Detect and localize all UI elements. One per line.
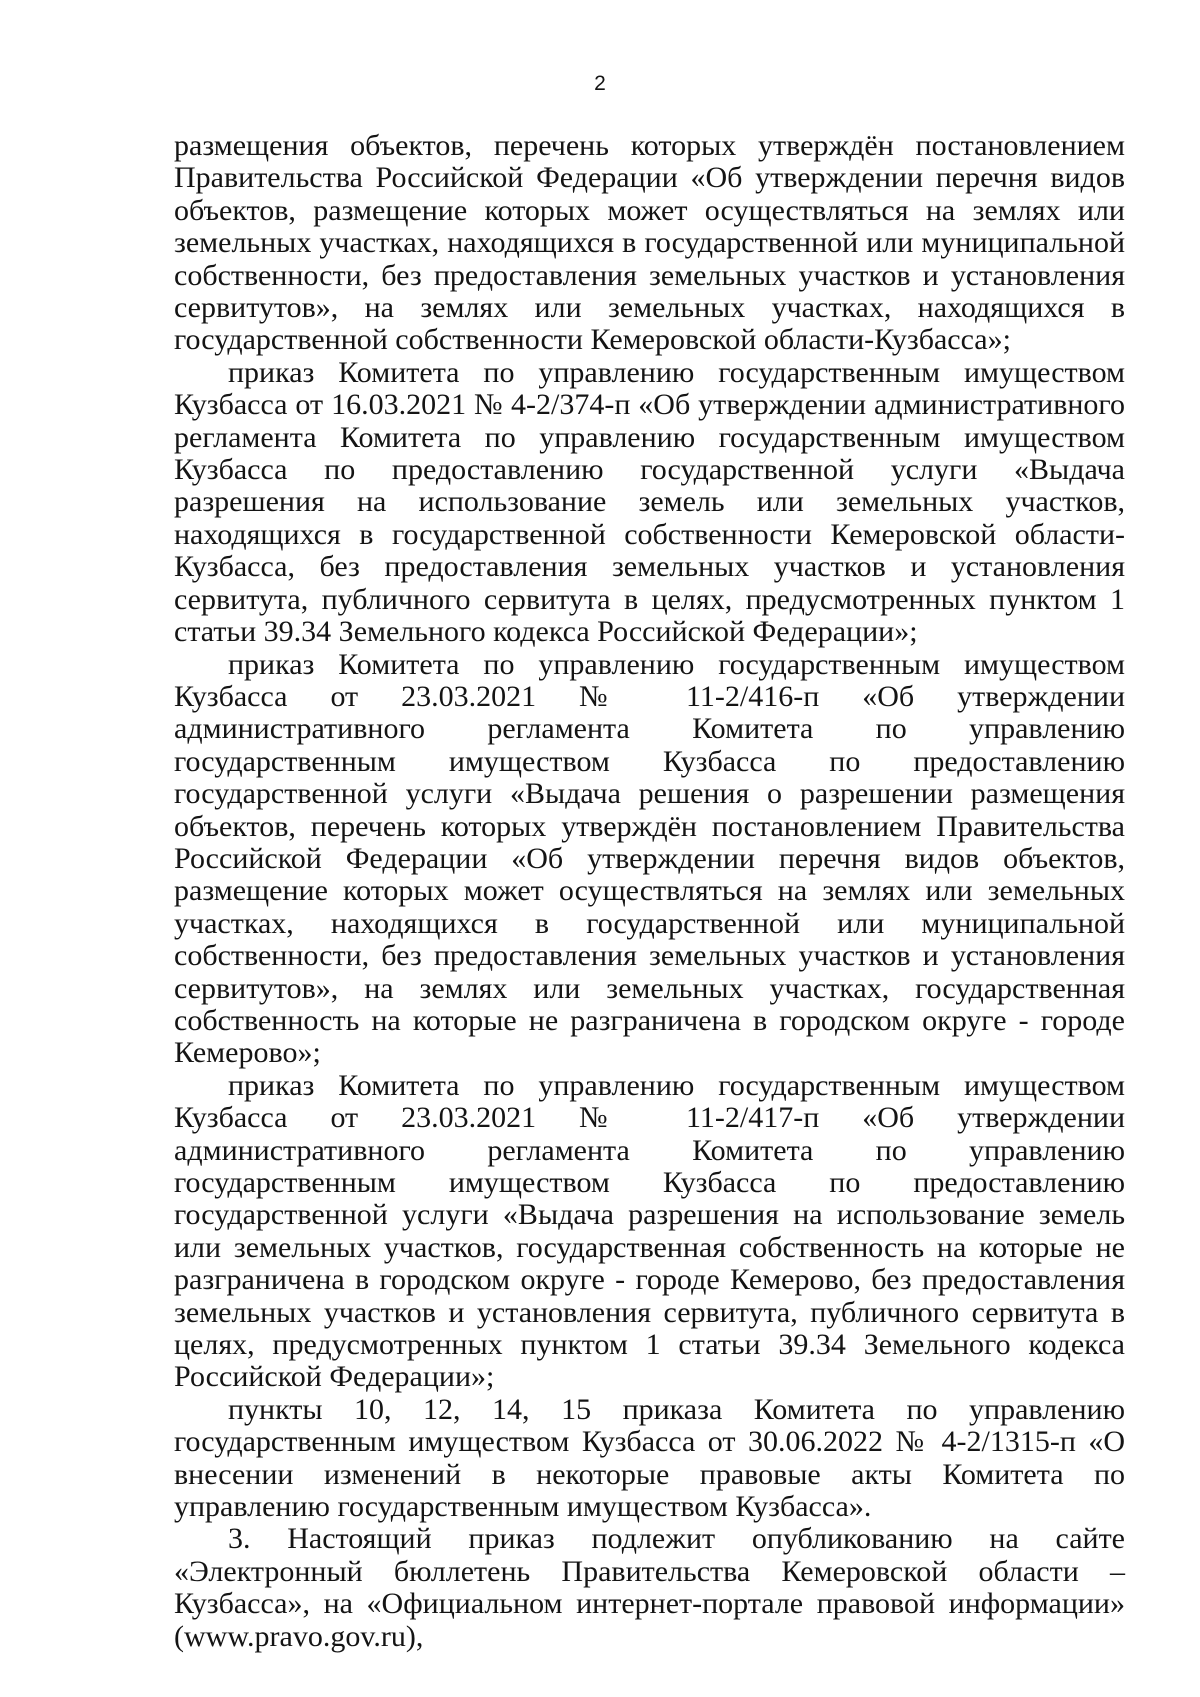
paragraph-order-1315-points: пункты 10, 12, 14, 15 приказа Комитета по управлению государственным имуществом Кузбасса от 30.06.2022 № 4-2/1315-п «О внесении изменений в некоторые правовые акты Комитета по управлению государственным имуществом Кузбасса». [174,1392,1125,1524]
paragraph-order-374: приказ Комитета по управлению государственным имуществом Кузбасса от 16.03.2021 № 4-2/374-п «Об утверждении административного регламента Комитета по управлению государственным имуществом Кузбасса по предоставлению государственной услуги «Выдача разрешения на использование земель или земельных участков, находящихся в государственной собственности Кемеровской области-Кузбасса, без предоставления земельных участков и установления сервитута, публичного сервитута в целях, предусмотренных пунктом 1 статьи 39.34 Земельного кодекса Российской Федерации»; [174,355,1125,649]
paragraph-order-416: приказ Комитета по управлению государственным имуществом Кузбасса от 23.03.2021 № 11-2/416-п «Об утверждении административного регламента Комитета по управлению государственным имуществом Кузбасса по предоставлению государственной услуги «Выдача решения о разрешении размещения объектов, перечень которых утверждён постановлением Правительства Российской Федерации «Об утверждении перечня видов объектов, размещение которых может осуществляться на землях или земельных участках, находящихся в государственной или муниципальной собственности, без предоставления земельных участков и установления сервитутов», на землях или земельных участках, государственная собственность на которые не разграничена в городском округе - городе Кемерово»; [174,647,1125,1070]
page-number: 2 [594,72,606,95]
paragraph-order-417: приказ Комитета по управлению государственным имуществом Кузбасса от 23.03.2021 № 11-2/417-п «Об утверждении административного регламента Комитета по управлению государственным имуществом Кузбасса по предоставлению государственной услуги «Выдача разрешения на использование земель или земельных участков, государственная собственность на которые не разграничена в городском округе - городе Кемерово, без предоставления земельных участков и установления сервитута, публичного сервитута в целях, предусмотренных пунктом 1 статьи 39.34 Земельного кодекса Российской Федерации»; [174,1068,1125,1394]
document-body [174,130,1125,1653]
paragraph-item-3-publication: 3. Настоящий приказ подлежит опубликованию на сайте «Электронный бюллетень Правительства Кемеровской области – Кузбасса», на «Официальном интернет-портале правовой информации» (www.pravo.gov.ru), [174,1522,1125,1653]
paragraph-continuation: размещения объектов, перечень которых утверждён постановлением Правительства Российской Федерации «Об утверждении перечня видов объектов, размещение которых может осуществляться на землях или земельных участках, находящихся в государственной или муниципальной собственности, без предоставления земельных участков и установления сервитутов», на землях или земельных участках, находящихся в государственной собственности Кемеровской области-Кузбасса»; [174,129,1125,357]
